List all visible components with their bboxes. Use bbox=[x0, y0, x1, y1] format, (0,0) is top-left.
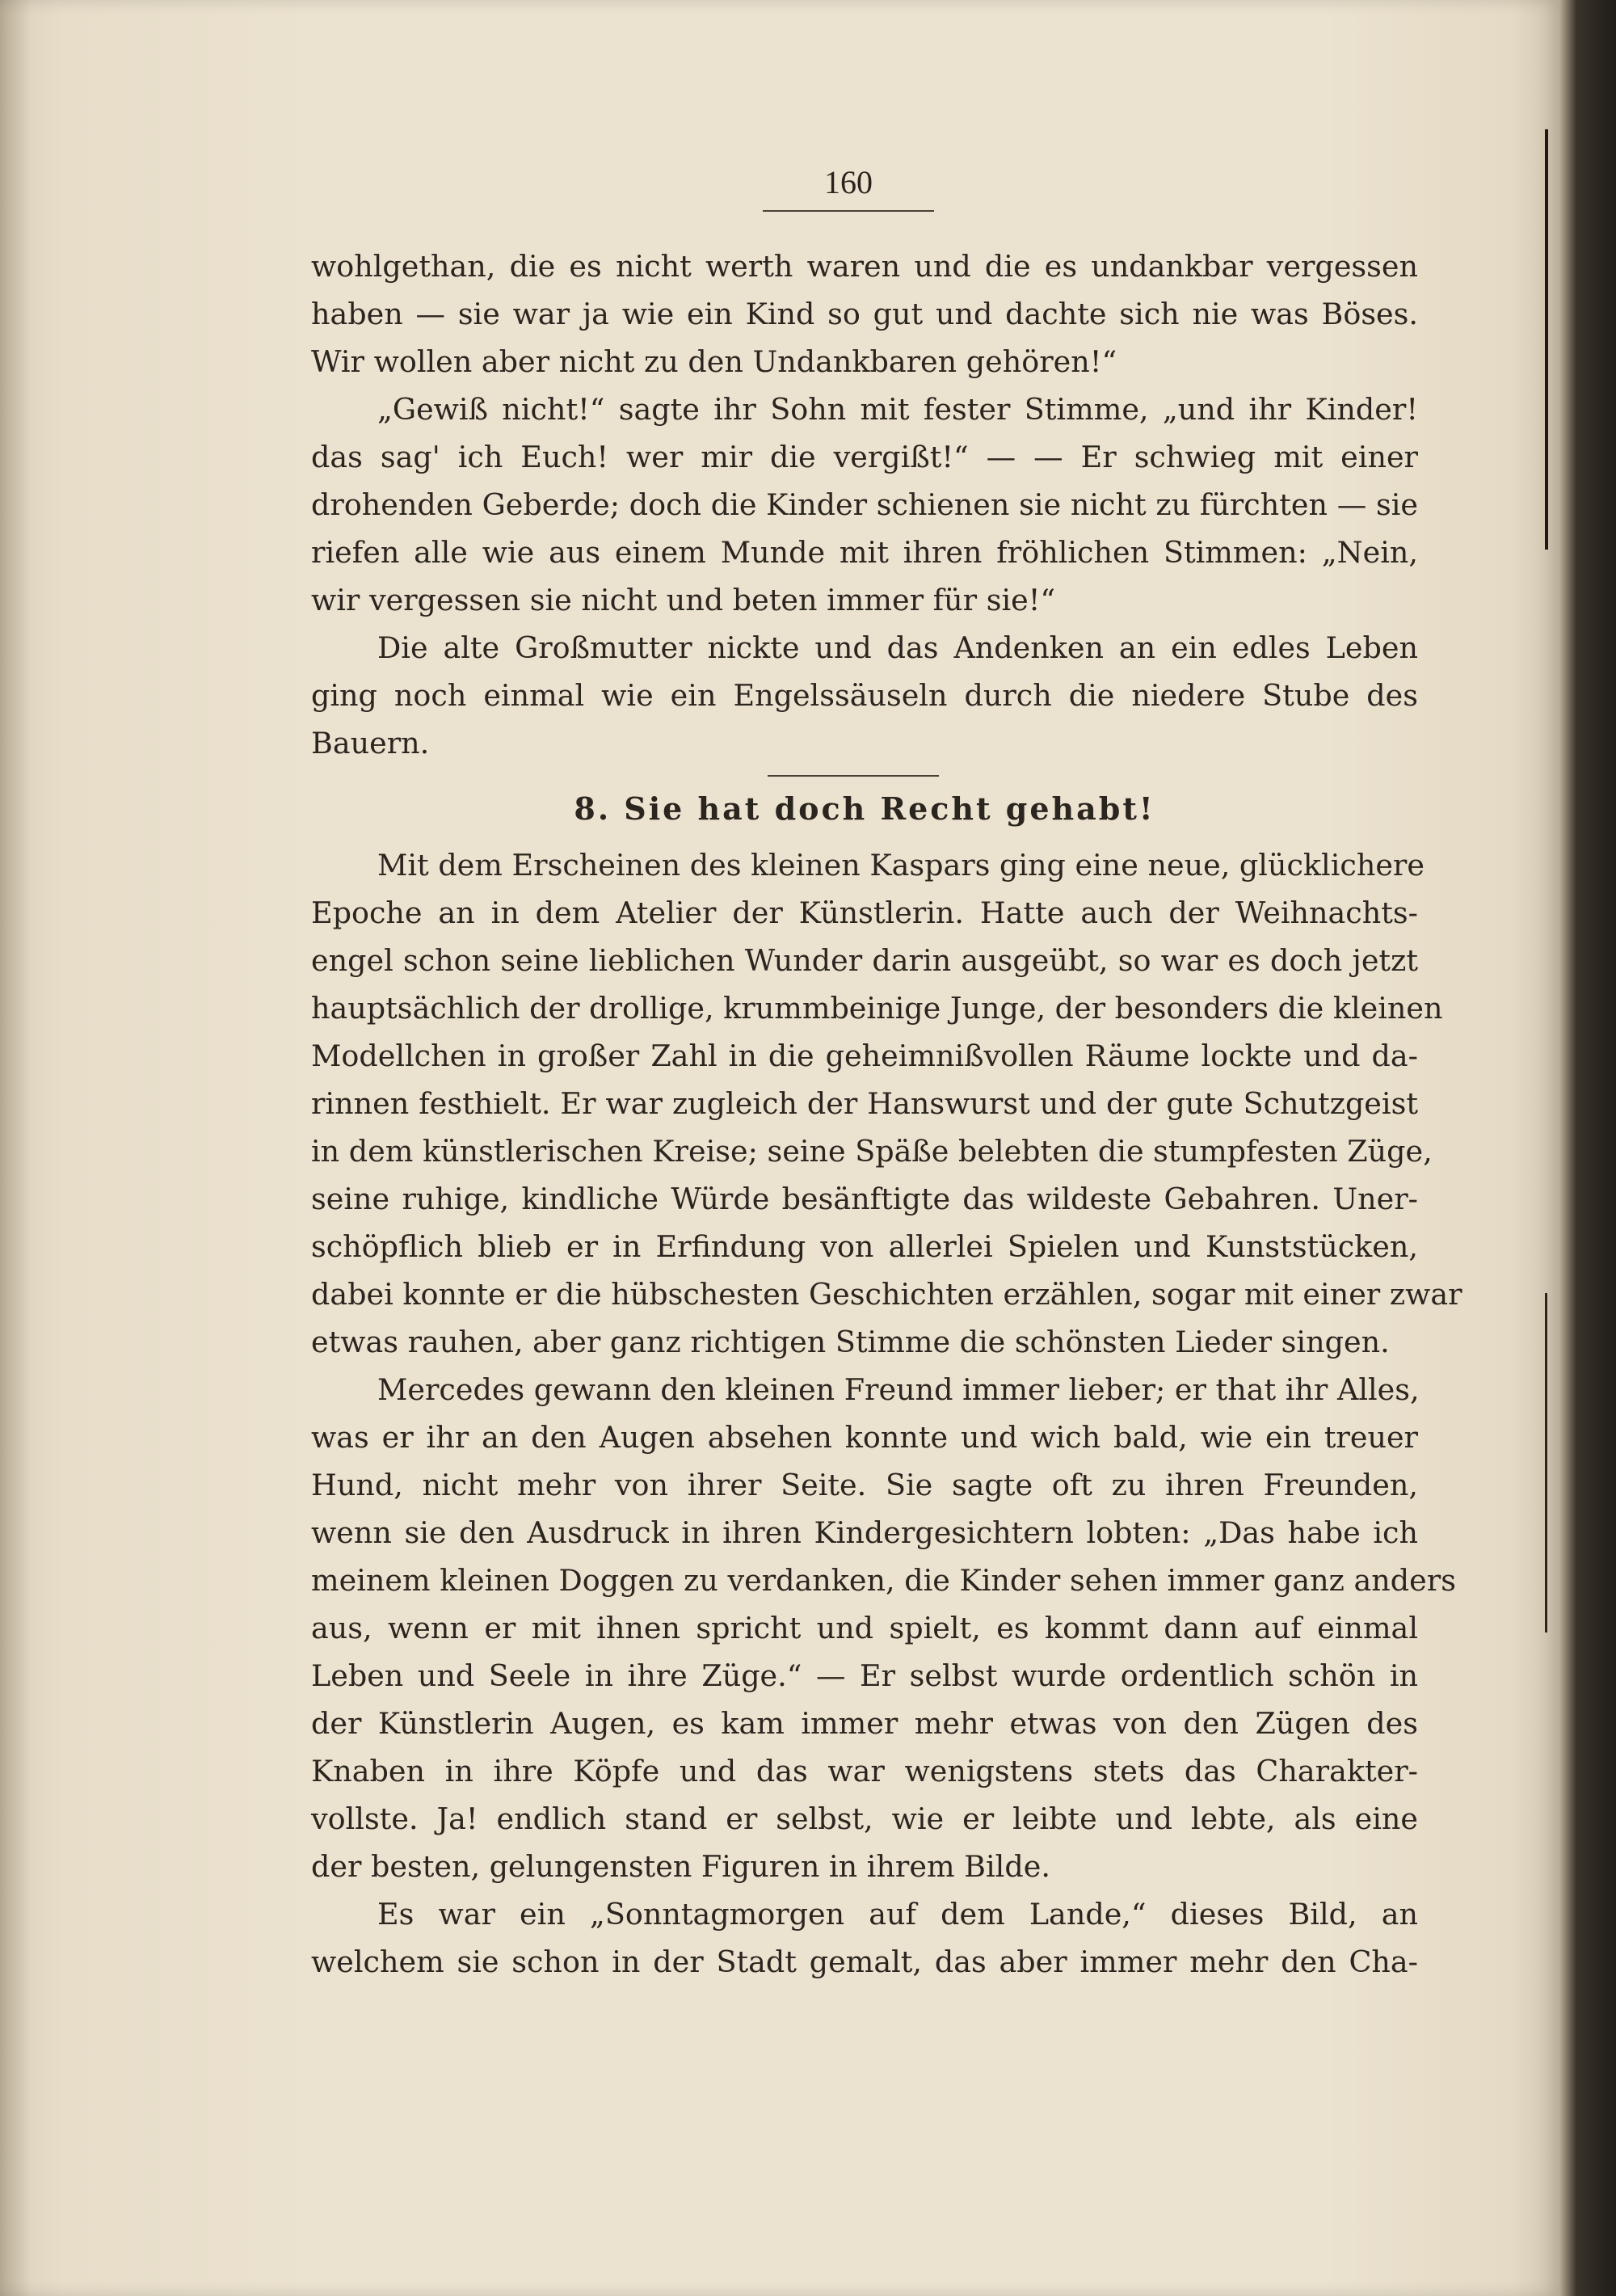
text-line: Bauern. bbox=[311, 726, 430, 760]
paragraph bbox=[311, 1890, 1418, 1986]
page-edge-mark bbox=[1545, 1293, 1547, 1632]
paragraph bbox=[311, 624, 1418, 767]
text-line: dabei konnte er die hübschesten Geschichten erzählen, sogar mit einer zwar bbox=[311, 1277, 1462, 1312]
text-line: Die alte Großmutter nickte und das Andenken an ein edles Leben bbox=[377, 630, 1418, 665]
text-line: seine ruhige, kindliche Würde besänftigte das wildeste Gebahren. Uner- bbox=[311, 1182, 1418, 1216]
text-line: schöpflich blieb er in Erfindung von allerlei Spielen und Kunststücken, bbox=[311, 1229, 1418, 1264]
text-line: der Künstlerin Augen, es kam immer mehr etwas von den Zügen des bbox=[311, 1706, 1418, 1741]
paragraph bbox=[311, 385, 1418, 624]
text-line: meinem kleinen Doggen zu verdanken, die Kinder sehen immer ganz anders bbox=[311, 1563, 1456, 1598]
text-line: Leben und Seele in ihre Züge.“ — Er selbst wurde ordentlich schön in bbox=[311, 1658, 1418, 1693]
text-line: Es war ein „Sonntagmorgen auf dem Lande,“ dieses Bild, an bbox=[377, 1897, 1418, 1932]
text-line: drohenden Geberde; doch die Kinder schienen sie nicht zu fürchten — sie bbox=[311, 487, 1418, 522]
section-heading: 8. Sie hat doch Recht gehabt! bbox=[574, 790, 1155, 827]
text-line: welchem sie schon in der Stadt gemalt, das aber immer mehr den Cha- bbox=[311, 1944, 1418, 1979]
text-line: haben — sie war ja wie ein Kind so gut und dachte sich nie was Böses. bbox=[311, 297, 1418, 331]
text-line: der besten, gelungensten Figuren in ihrem Bilde. bbox=[311, 1849, 1050, 1884]
text-line: wohlgethan, die es nicht werth waren und die es undankbar vergessen bbox=[311, 249, 1418, 284]
text-line: etwas rauhen, aber ganz richtigen Stimme die schönsten Lieder singen. bbox=[311, 1325, 1390, 1359]
text-line: Wir wollen aber nicht zu den Undankbaren gehören!“ bbox=[311, 344, 1117, 379]
paragraph bbox=[311, 242, 1418, 385]
text-line: Epoche an in dem Atelier der Künstlerin. Hatte auch der Weihnachts- bbox=[311, 895, 1418, 930]
text-line: Knaben in ihre Köpfe und das war wenigstens stets das Charakter- bbox=[311, 1754, 1418, 1788]
page-edge-mark bbox=[1545, 129, 1548, 550]
body-text bbox=[311, 242, 1462, 1986]
text-line: vollste. Ja! endlich stand er selbst, wie er leibte und lebte, als eine bbox=[311, 1801, 1418, 1836]
paragraph bbox=[311, 841, 1462, 1366]
text-line: Mercedes gewann den kleinen Freund immer lieber; er that ihr Alles, bbox=[377, 1372, 1420, 1407]
text-line: Mit dem Erscheinen des kleinen Kaspars ging eine neue, glücklichere bbox=[377, 848, 1425, 883]
page-number: 160 bbox=[824, 164, 873, 200]
text-line: in dem künstlerischen Kreise; seine Späße belebten die stumpfesten Züge, bbox=[311, 1134, 1433, 1169]
text-line: Modellchen in großer Zahl in die geheimnißvollen Räume lockte und da- bbox=[311, 1038, 1418, 1073]
text-line: riefen alle wie aus einem Munde mit ihren fröhlichen Stimmen: „Nein, bbox=[311, 535, 1418, 570]
text-line: Hund, nicht mehr von ihrer Seite. Sie sagte oft zu ihren Freunden, bbox=[311, 1468, 1418, 1502]
text-line: aus, wenn er mit ihnen spricht und spielt, es kommt dann auf einmal bbox=[311, 1611, 1418, 1645]
text-line: „Gewiß nicht!“ sagte ihr Sohn mit fester Stimme, „und ihr Kinder! bbox=[377, 392, 1418, 427]
book-edge bbox=[1559, 0, 1616, 2296]
paragraph bbox=[311, 1366, 1456, 1890]
text-line: wir vergessen sie nicht und beten immer für sie!“ bbox=[311, 583, 1056, 617]
text-line: rinnen festhielt. Er war zugleich der Hanswurst und der gute Schutzgeist bbox=[311, 1086, 1418, 1121]
page-number-rule bbox=[763, 210, 934, 212]
text-line: ging noch einmal wie ein Engelssäuseln durch die niedere Stube des bbox=[311, 678, 1418, 713]
text-line: hauptsächlich der drollige, krummbeinige Junge, der besonders die kleinen bbox=[311, 991, 1443, 1026]
text-line: was er ihr an den Augen absehen konnte und wich bald, wie ein treuer bbox=[311, 1420, 1418, 1455]
text-line: wenn sie den Ausdruck in ihren Kindergesichtern lobten: „Das habe ich bbox=[311, 1515, 1418, 1550]
spine-shadow bbox=[0, 0, 31, 2296]
text-line: das sag' ich Euch! wer mir die vergißt!“ — — Er schwieg mit einer bbox=[311, 440, 1418, 474]
text-line: engel schon seine lieblichen Wunder darin ausgeübt, so war es doch jetzt bbox=[311, 943, 1418, 978]
